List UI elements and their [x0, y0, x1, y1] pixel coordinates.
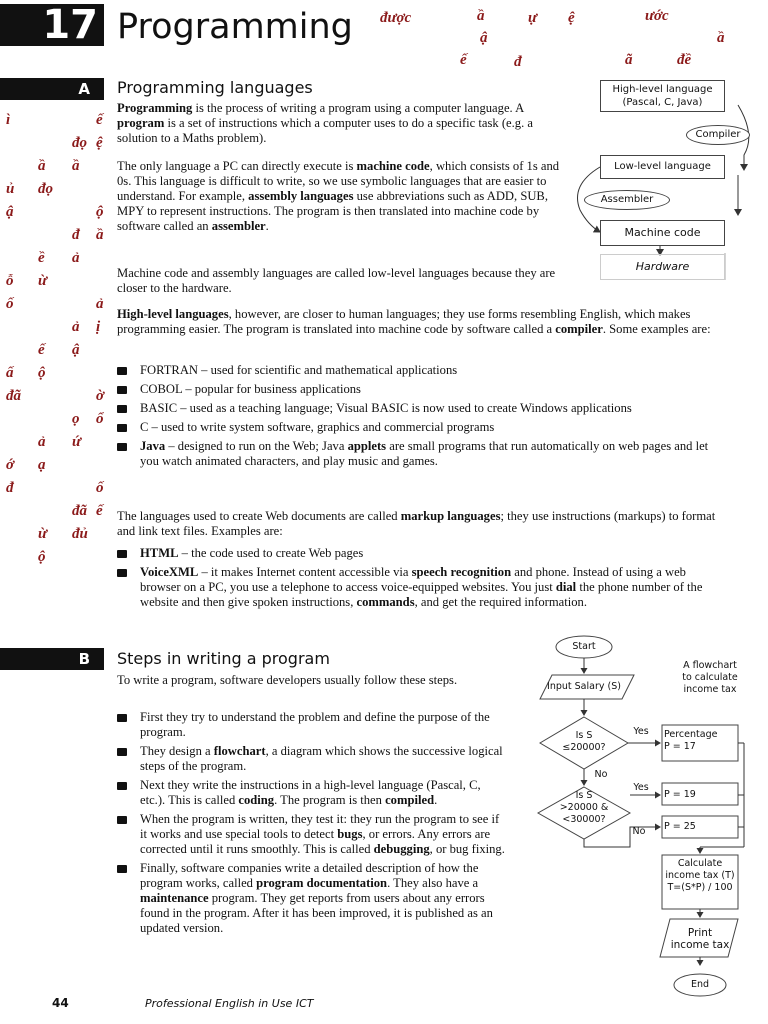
high-level-language-box: High-level language (Pascal, C, Java) — [600, 80, 725, 112]
flow-input-salary: Input Salary (S) — [547, 681, 621, 692]
annotation: ả — [72, 319, 80, 335]
annotation: ầ — [717, 30, 725, 46]
annotation: đ — [514, 54, 522, 70]
flow-no-2: No — [632, 826, 646, 837]
flow-decision-2: Is S >20000 & <30000? — [559, 790, 609, 825]
annotation: ậ — [480, 30, 488, 46]
list-item: Finally, software companies write a detailed description of how the program works, called program documentation. They also have a maintenance program. They get reports from users about any errors found in the program. After it has been improved, it is published as an updated version. — [117, 861, 507, 936]
annotation: ỗ — [6, 273, 14, 289]
list-item: Java – designed to run on the Web; Java applets are small programs that run automatically on web pages and let you watch animated characters, and play music and games. — [117, 439, 722, 469]
annotation: ế — [460, 52, 467, 68]
assembler-label: Assembler — [584, 190, 670, 210]
unit-number-box — [0, 4, 104, 46]
annotation: đề — [677, 52, 692, 68]
annotation: ả — [38, 434, 46, 450]
list-item: HTML – the code used to create Web pages — [117, 546, 722, 561]
high-level-language-list — [117, 363, 722, 473]
flowchart-caption: A flowchart to calculate income tax — [682, 660, 738, 695]
flow-yes-2: Yes — [633, 782, 649, 793]
list-item: COBOL – popular for business applications — [117, 382, 722, 397]
list-item: They design a flowchart, a diagram which shows the successive logical steps of the program. — [117, 744, 507, 774]
annotation: ớ — [6, 457, 15, 473]
flow-percentage-25: P = 25 — [664, 821, 696, 832]
list-item: BASIC – used as a teaching language; Visual BASIC is now used to create Windows applications — [117, 401, 722, 416]
markup-language-list — [117, 546, 722, 614]
list-item: First they try to understand the problem and define the purpose of the program. — [117, 710, 507, 740]
flow-yes-1: Yes — [633, 726, 649, 737]
paragraph: The languages used to create Web documents are called markup languages; they use instructions (markups) to format and link text files. Examples are: — [117, 509, 716, 538]
paragraph: Machine code and assembly languages are called low-level languages because they are closer to the hardware. — [117, 266, 556, 295]
annotation: đủ — [72, 526, 88, 542]
annotation: đã — [6, 388, 21, 404]
list-item: VoiceXML – it makes Internet content accessible via speech recognition and phone. Instead of using a web browser on a PC, you use a telephone to access voice-equipped websites. You just dial the phone number of the website and then give spoken instructions, commands, and get the required information. — [117, 565, 722, 610]
annotation: ứ — [72, 434, 81, 450]
section-b-title: Steps in writing a program — [117, 649, 330, 668]
annotation: ị — [96, 319, 101, 335]
annotation: đ — [72, 227, 80, 243]
annotation: đã — [72, 503, 87, 519]
list-item: When the program is written, they test it: they run the program to see if it works and use special tools to detect bugs, or errors. Any errors are corrected until it runs smoothly. This is called debugging, or bug fixing. — [117, 812, 507, 857]
unit-title: Programming — [117, 7, 353, 47]
annotation: ố — [96, 480, 104, 496]
annotation: ã — [625, 52, 633, 68]
annotation: ọ — [72, 411, 80, 427]
annotation: ộ — [96, 204, 104, 220]
annotation: ạ — [38, 457, 46, 473]
section-a-title: Programming languages — [117, 78, 313, 97]
steps-list — [117, 710, 507, 940]
annotation: ề — [38, 250, 45, 266]
annotation: ộ — [38, 365, 46, 381]
annotation: đọ — [38, 181, 53, 197]
annotation: ầ — [72, 158, 80, 174]
page-number: 44 — [52, 996, 69, 1010]
paragraph: The only language a PC can directly execute is machine code, which consists of 1s and 0s. This language is difficult to write, so we use symbolic languages that are easier to understand. For example, assembly languages use abbreviations such as ADD, SUB, MPY to represent instructions. The program is then translated into machine code by software called an assembler. — [117, 159, 560, 233]
annotation: ế — [96, 112, 103, 128]
annotation: ủ — [6, 181, 15, 197]
annotation: ế — [38, 342, 45, 358]
flow-start: Start — [572, 641, 596, 652]
annotation: ì — [6, 112, 11, 128]
annotation: ả — [96, 296, 104, 312]
flow-no-1: No — [594, 769, 608, 780]
annotation: ầ — [477, 8, 485, 24]
annotation: ự — [528, 10, 537, 26]
annotation: ước — [645, 8, 669, 24]
annotation: ổ — [96, 411, 104, 427]
annotation: đọ — [72, 135, 87, 151]
flow-end: End — [690, 979, 710, 990]
annotation: ả — [72, 250, 80, 266]
annotation: ố — [6, 296, 14, 312]
annotation: ế — [96, 503, 103, 519]
low-level-language-box: Low-level language — [600, 155, 725, 179]
list-item: Next they write the instructions in a high-level language (Pascal, C, etc.). This is called coding. The program is then compiled. — [117, 778, 507, 808]
unit-number: 17 — [42, 2, 98, 48]
paragraph: To write a program, software developers usually follow these steps. — [117, 673, 458, 687]
annotation: ậ — [72, 342, 80, 358]
annotation: ầ — [38, 158, 46, 174]
annotation: được — [380, 10, 412, 26]
flow-percentage-17: Percentage P = 17 — [664, 729, 718, 752]
annotation: ệ — [568, 10, 575, 26]
flow-calculate-tax: Calculate income tax (T) T=(S*P) / 100 — [665, 858, 735, 893]
section-b-marker: B — [0, 648, 104, 670]
flow-percentage-19: P = 19 — [664, 789, 696, 800]
list-item: C – used to write system software, graphics and commercial programs — [117, 420, 722, 435]
hardware-box: Hardware — [600, 254, 725, 280]
annotation: ờ — [96, 388, 105, 404]
section-a-marker: A — [0, 78, 104, 100]
compiler-label: Compiler — [686, 125, 750, 145]
paragraph: Programming is the process of writing a program using a computer language. A program is a set of instructions which a computer uses to do a specific task (e.g. a solution to a Maths problem). — [117, 101, 533, 145]
list-item: FORTRAN – used for scientific and mathematical applications — [117, 363, 722, 378]
annotation: ậ — [6, 204, 14, 220]
annotation: ấ — [6, 365, 14, 381]
annotation: ừ — [38, 273, 47, 289]
paragraph: High-level languages, however, are closer to human languages; they use forms resembling English, which makes programming easier. The program is translated into machine code by software called a compiler. Some examples are: — [117, 307, 711, 336]
flow-decision-1: Is S ≤20000? — [562, 730, 606, 753]
book-title: Professional English in Use ICT — [145, 997, 314, 1010]
flow-print-tax: Print income tax — [670, 927, 730, 951]
machine-code-box: Machine code — [600, 220, 725, 246]
annotation: ộ — [38, 549, 46, 565]
annotation: ầ — [96, 227, 104, 243]
annotation: ừ — [38, 526, 47, 542]
annotation: đ — [6, 480, 14, 496]
annotation: ệ — [96, 135, 103, 151]
